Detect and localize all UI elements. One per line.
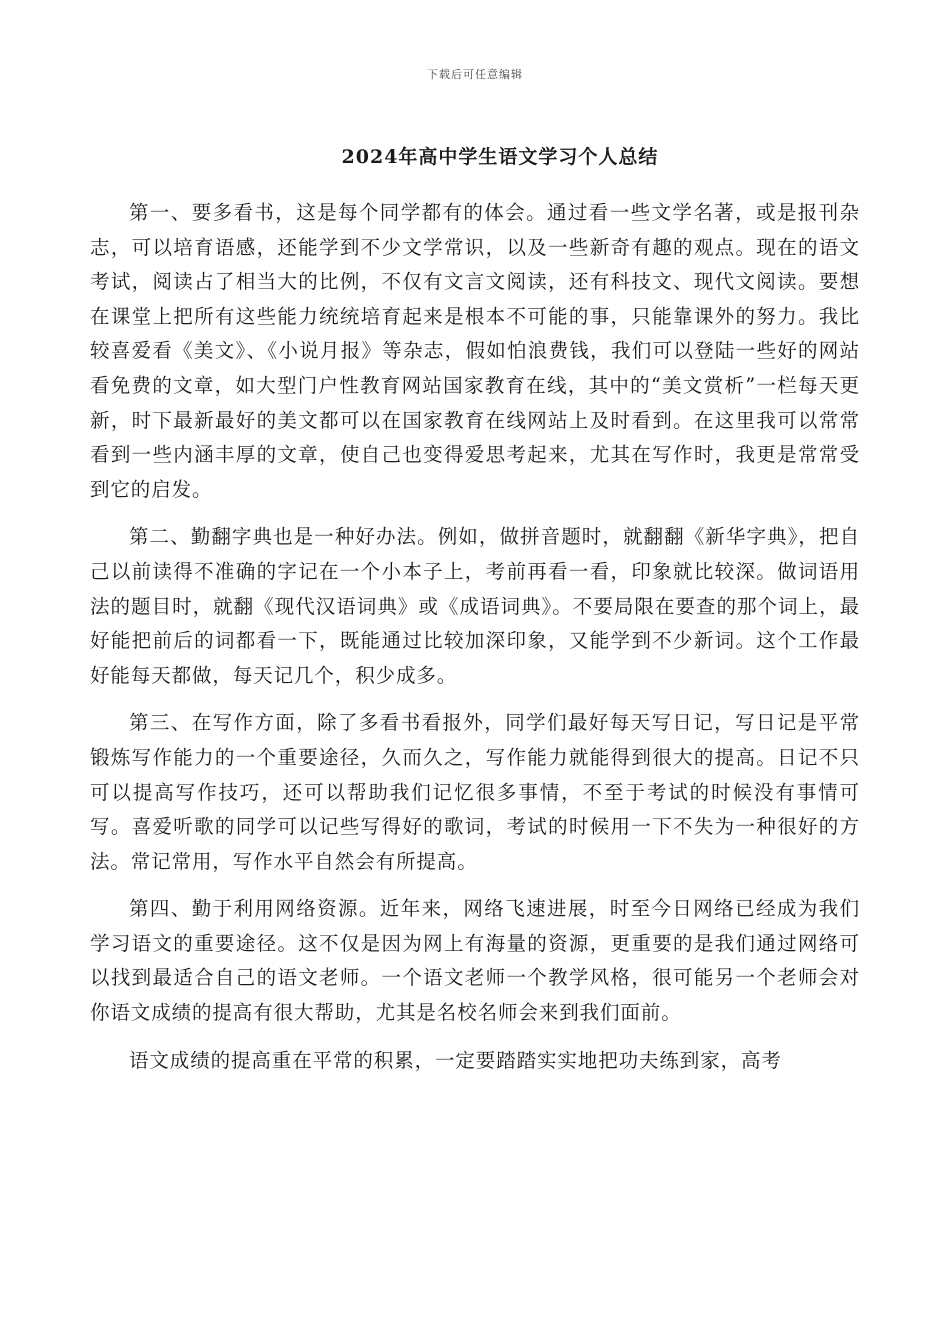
paragraph-1: 第一、要多看书，这是每个同学都有的体会。通过看一些文学名著，或是报刊杂志，可以培育语感，还能学到不少文学常识，以及一些新奇有趣的观点。现在的语文考试，阅读占了相当大的比例，不仅有文言文阅读，还有科技文、现代文阅读。要想在课堂上把所有这些能力统统培育起来是根本不可能的事，只能靠课外的努力。我比较喜爱看《美文》、《小说月报》等杂志，假如怕浪费钱，我们可以登陆一些好的网站看免费的文章，如大型门户性教育网站国家教育在线，其中的“美文赏析”一栏每天更新，时下最新最好的美文都可以在国家教育在线网站上及时看到。在这里我可以常常看到一些内涵丰厚的文章，使自己也变得爱思考起来，尤其在写作时，我更是常常受到它的启发。 xyxy=(90,201,860,501)
paragraph-5: 语文成绩的提高重在平常的积累，一定要踏踏实实地把功夫练到家，高考 xyxy=(129,1048,782,1072)
document-body xyxy=(90,196,860,1091)
document-title: 2024年高中学生语文学习个人总结 xyxy=(341,146,659,168)
paragraph-4: 第四、勤于利用网络资源。近年来，网络飞速进展，时至今日网络已经成为我们学习语文的重要途径。这不仅是因为网上有海量的资源，更重要的是我们通过网络可以找到最适合自己的语文老师。一个语文老师一个教学风格，很可能另一个老师会对你语文成绩的提高有很大帮助，尤其是名校名师会来到我们面前。 xyxy=(90,897,860,1025)
header-note: 下载后可任意编辑 xyxy=(427,68,523,81)
paragraph-2: 第二、勤翻字典也是一种好办法。例如，做拼音题时，就翻翻《新华字典》，把自己以前读得不准确的字记在一个小本子上，考前再看一看，印象就比较深。做词语用法的题目时，就翻《现代汉语词典》或《成语词典》。不要局限在要查的那个词上，最好能把前后的词都看一下，既能通过比较加深印象，又能学到不少新词。这个工作最好能每天都做，每天记几个，积少成多。 xyxy=(90,525,860,687)
paragraph-3: 第三、在写作方面，除了多看书看报外，同学们最好每天写日记，写日记是平常锻炼写作能力的一个重要途径，久而久之，写作能力就能得到很大的提高。日记不只可以提高写作技巧，还可以帮助我们记忆很多事情，不至于考试的时候没有事情可写。喜爱听歌的同学可以记些写得好的歌词，考试的时候用一下不失为一种很好的方法。常记常用，写作水平自然会有所提高。 xyxy=(90,711,860,873)
